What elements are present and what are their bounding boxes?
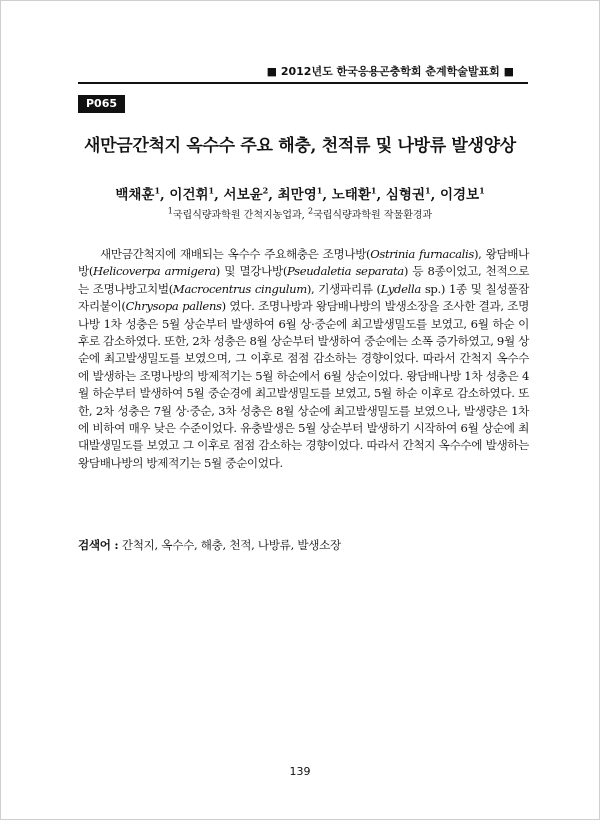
author-separator: , <box>322 187 332 203</box>
abstract-text-segment: sp.) 1종 및 칠성풀잠자리붙이( <box>78 281 529 314</box>
abstract-text-segment: ), 기생파리류 ( <box>306 281 381 296</box>
author-affiliation-mark: 2 <box>262 185 269 196</box>
author-name: 서보윤 <box>223 187 263 203</box>
author-name: 이경보 <box>439 187 480 203</box>
keywords-line <box>78 537 529 553</box>
affiliation-text: 국립식량과학원 작물환경과 <box>313 210 433 221</box>
abstract-text-segment: ) 였다. 조명나방과 왕담배나방의 발생소장을 조사한 결과, 조명나방 1차 성충은 5월 상순부터 발생하여 6월 상·중순에 최고발생밀도를 보였고, 6월 하순 이후로 감소하였다. 또한, 2차 성충은 8월 상순부터 발생하여 중순에는 소폭 증가하였고, 9월 상순에 최고발생밀도를 보였으며, 그 이후로 점점 감소하는 경향이었다. 따라서 간척지 옥수수에 발생하는 조명나방의 방제적기는 5월 하순에서 6월 상순이었다. 왕담배나방 1차 성충은 4월 하순부터 발생하여 5월 중순경에 최고발생밀도를 보였고, 5월 하순 이후로 감소하였다. 또한, 2차 성충은 7월 상·중순, 3차 성충은 8월 상순에 최고발생밀도를 보였으나, 발생량은 1차에 비하여 매우 낮은 수준이었다. 유충발생은 5월 상순부터 발생하기 시작하여 6월 상순에 최대발생밀도를 보였고 그 이후로 점점 감소하는 경향이었다. 따라서 간척지 옥수수에 발생하는 왕담배나방의 방제적기는 5월 중순이었다. <box>78 299 529 470</box>
page-number: 139 <box>289 765 311 778</box>
author <box>386 187 440 203</box>
author <box>224 187 278 203</box>
keywords-label: 검색어 : <box>78 538 119 552</box>
keywords-text: 간척지, 옥수수, 해충, 천적, 나방류, 발생소장 <box>118 538 341 552</box>
author-name: 노태환 <box>331 187 371 203</box>
abstract-text-segment: ) 및 멸강나방( <box>215 264 288 279</box>
author-list <box>60 183 540 203</box>
author-separator: , <box>376 187 386 203</box>
header-rule <box>78 82 528 84</box>
author-name: 심형권 <box>385 187 425 203</box>
author-affiliation-mark: 1 <box>479 185 485 196</box>
abstract-body <box>78 246 529 472</box>
author-separator: , <box>214 187 224 203</box>
author-separator: , <box>430 187 440 203</box>
author-affiliation-mark: 1 <box>424 185 431 196</box>
scientific-name: Pseudaletia separata <box>287 264 404 279</box>
affiliation-number: 2 <box>308 206 314 216</box>
abstract-text-segment: 새만금간척지에 재배되는 옥수수 주요해충은 조명나방( <box>100 247 371 261</box>
affiliation-list <box>60 206 540 221</box>
affiliation-text: 국립식량과학원 간척지농업과, <box>172 210 308 221</box>
author-name: 백채훈 <box>115 187 155 203</box>
author-name: 최만영 <box>277 187 317 203</box>
author <box>332 187 386 203</box>
author-affiliation-mark: 1 <box>316 185 323 196</box>
author-affiliation-mark: 1 <box>208 185 215 196</box>
running-header: ■ 2012년도 한국응용곤충학회 춘계학술발표회 ■ <box>266 65 514 78</box>
abstract-text-segment: ) 등 8종이었고, 천적으로는 조명나방고치벌( <box>78 264 530 296</box>
author-name: 이건휘 <box>169 187 209 203</box>
author <box>115 187 169 203</box>
author-affiliation-mark: 1 <box>154 185 161 196</box>
affiliation-number: 1 <box>167 206 173 216</box>
abstract-text-segment: ), 왕담배나방( <box>78 247 530 279</box>
author <box>440 187 485 203</box>
scientific-name: Ostrinia furnacalis <box>370 247 474 261</box>
scientific-name: Chrysopa pallens <box>125 299 222 314</box>
abstract-id-badge: P065 <box>78 95 125 113</box>
scientific-name: Lydella <box>380 281 421 296</box>
paper-title: 새만금간척지 옥수수 주요 해충, 천적류 및 나방류 발생양상 <box>84 136 516 156</box>
author <box>169 187 223 203</box>
scientific-name: Macrocentrus cingulum <box>172 281 307 296</box>
author-affiliation-mark: 1 <box>370 185 377 196</box>
author-separator: , <box>268 187 278 203</box>
author <box>278 187 332 203</box>
scientific-name: Helicoverpa armigera <box>93 264 216 279</box>
author-separator: , <box>160 187 170 203</box>
